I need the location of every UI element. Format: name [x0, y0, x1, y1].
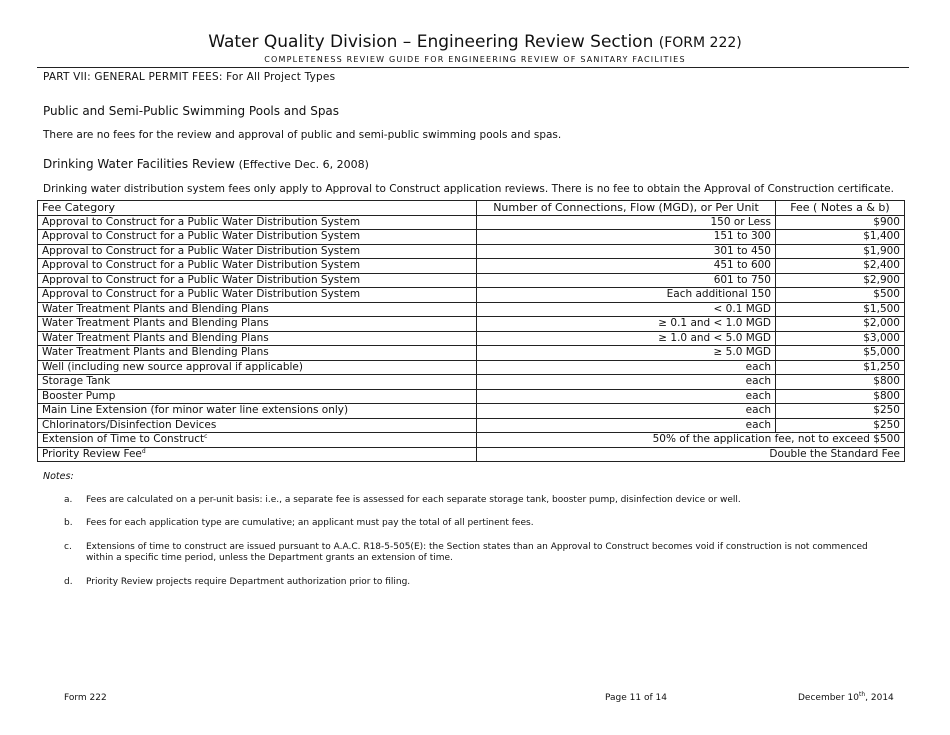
- row-category: Water Treatment Plants and Blending Plans: [38, 346, 477, 361]
- row-category: Water Treatment Plants and Blending Plans: [38, 302, 477, 317]
- table-row: [38, 346, 905, 361]
- table-row: [38, 244, 905, 259]
- footer-date-suffix: , 2014: [865, 693, 894, 703]
- row-category: Approval to Construct for a Public Water Distribution System: [38, 244, 477, 259]
- row-unit: each: [477, 375, 776, 390]
- footer-date-prefix: December 10: [798, 693, 859, 703]
- row-fee: $250: [776, 418, 905, 433]
- row-category: Storage Tank: [38, 375, 477, 390]
- row-unit: 301 to 450: [477, 244, 776, 259]
- fee-table-header: [38, 201, 905, 216]
- table-row: [38, 375, 905, 390]
- row-category: Approval to Construct for a Public Water Distribution System: [38, 288, 477, 303]
- row-unit: each: [477, 404, 776, 419]
- note-text: Priority Review projects require Department authorization prior to filing.: [86, 577, 411, 587]
- row-unit: ≥ 0.1 and < 1.0 MGD: [477, 317, 776, 332]
- header-connections: Number of Connections, Flow (MGD), or Per Unit: [477, 201, 776, 216]
- table-row: [38, 331, 905, 346]
- row-unit: < 0.1 MGD: [477, 302, 776, 317]
- row-category: Approval to Construct for a Public Water Distribution System: [38, 230, 477, 245]
- row-unit: ≥ 5.0 MGD: [477, 346, 776, 361]
- form-label: (FORM 222): [658, 35, 742, 51]
- row-fee: $1,900: [776, 244, 905, 259]
- row-unit: 601 to 750: [477, 273, 776, 288]
- header-fee: Fee ( Notes a & b): [776, 201, 905, 216]
- row-fee: $500: [776, 288, 905, 303]
- document-title: [0, 32, 950, 52]
- row-fee: $5,000: [776, 346, 905, 361]
- extension-row: [38, 433, 905, 448]
- fee-table: [37, 200, 905, 462]
- table-row: [38, 288, 905, 303]
- table-row: [38, 404, 905, 419]
- note-letter: c.: [64, 542, 72, 552]
- row-category: Water Treatment Plants and Blending Plans: [38, 331, 477, 346]
- row-category: Approval to Construct for a Public Water Distribution System: [38, 215, 477, 230]
- row-category: Well (including new source approval if applicable): [38, 360, 477, 375]
- document-subtitle: COMPLETENESS REVIEW GUIDE FOR ENGINEERING REVIEW OF SANITARY FACILITIES: [264, 55, 686, 64]
- table-row: [38, 302, 905, 317]
- row-category: Water Treatment Plants and Blending Plans: [38, 317, 477, 332]
- row-fee: $2,000: [776, 317, 905, 332]
- drinking-heading-text: Drinking Water Facilities Review: [43, 157, 235, 171]
- priority-fee: Double the Standard Fee: [477, 447, 905, 462]
- header-fee-category: Fee Category: [38, 201, 477, 216]
- table-row: [38, 360, 905, 375]
- row-category: Booster Pump: [38, 389, 477, 404]
- row-category: Approval to Construct for a Public Water Distribution System: [38, 259, 477, 274]
- row-fee: $1,400: [776, 230, 905, 245]
- row-fee: $2,900: [776, 273, 905, 288]
- table-row: [38, 389, 905, 404]
- table-row: [38, 273, 905, 288]
- drinking-effective: (Effective Dec. 6, 2008): [238, 158, 369, 171]
- footer-date: [798, 693, 894, 703]
- row-fee: $2,400: [776, 259, 905, 274]
- title-text: Water Quality Division – Engineering Review Section: [208, 32, 654, 52]
- notes-label: Notes:: [43, 471, 74, 482]
- priority-category-text: Priority Review Fee: [42, 447, 142, 460]
- row-category: Main Line Extension (for minor water line extensions only): [38, 404, 477, 419]
- row-category: Chlorinators/Disinfection Devices: [38, 418, 477, 433]
- note-text: Fees are calculated on a per-unit basis: i.e., a separate fee is assessed for each separate storage tank, booster pump, disinfection device or well.: [86, 495, 741, 505]
- row-unit: Each additional 150: [477, 288, 776, 303]
- row-fee: $800: [776, 389, 905, 404]
- note-text: Fees for each application type are cumulative; an applicant must pay the total of all pertinent fees.: [86, 518, 534, 528]
- row-category: Approval to Construct for a Public Water Distribution System: [38, 273, 477, 288]
- extension-category: [38, 433, 477, 448]
- row-unit: each: [477, 418, 776, 433]
- header-rule: [37, 67, 909, 68]
- table-row: [38, 215, 905, 230]
- pools-text: There are no fees for the review and approval of public and semi-public swimming pools and spas.: [43, 129, 562, 141]
- footer-form: Form 222: [64, 693, 107, 703]
- priority-row: [38, 447, 905, 462]
- table-row: [38, 418, 905, 433]
- table-row: [38, 259, 905, 274]
- footnote-c-marker: c: [204, 433, 208, 440]
- table-row: [38, 317, 905, 332]
- footer-date-sup: th: [858, 691, 866, 698]
- row-unit: each: [477, 360, 776, 375]
- row-unit: ≥ 1.0 and < 5.0 MGD: [477, 331, 776, 346]
- footnote-d-marker: d: [141, 447, 146, 455]
- priority-category: [38, 447, 477, 462]
- extension-category-text: Extension of Time to Construct: [42, 433, 205, 445]
- pools-heading: Public and Semi-Public Swimming Pools and Spas: [43, 104, 340, 118]
- extension-fee: 50% of the application fee, not to exceed $500: [477, 433, 905, 448]
- note-letter: a.: [64, 495, 73, 505]
- table-row: [38, 230, 905, 245]
- note-letter: d.: [64, 577, 73, 587]
- row-fee: $1,500: [776, 302, 905, 317]
- row-unit: 150 or Less: [477, 215, 776, 230]
- footer-page: Page 11 of 14: [605, 693, 667, 703]
- row-fee: $250: [776, 404, 905, 419]
- note-letter: b.: [64, 518, 73, 528]
- row-unit: 451 to 600: [477, 259, 776, 274]
- row-fee: $800: [776, 375, 905, 390]
- row-unit: 151 to 300: [477, 230, 776, 245]
- drinking-text: Drinking water distribution system fees only apply to Approval to Construct application reviews. There is no fee to obtain the Approval of Construction certificate.: [43, 183, 894, 195]
- row-unit: each: [477, 389, 776, 404]
- drinking-heading: [43, 157, 369, 171]
- row-fee: $3,000: [776, 331, 905, 346]
- row-fee: $900: [776, 215, 905, 230]
- part-heading: PART VII: GENERAL PERMIT FEES: For All Project Types: [43, 71, 336, 83]
- note-text: Extensions of time to construct are issued pursuant to A.A.C. R18-5-505(E): the Section states than an Approval to Construct becomes void if construction is not commenced within a specific time period, unless the Department grants an extension of time.: [86, 542, 868, 563]
- row-fee: $1,250: [776, 360, 905, 375]
